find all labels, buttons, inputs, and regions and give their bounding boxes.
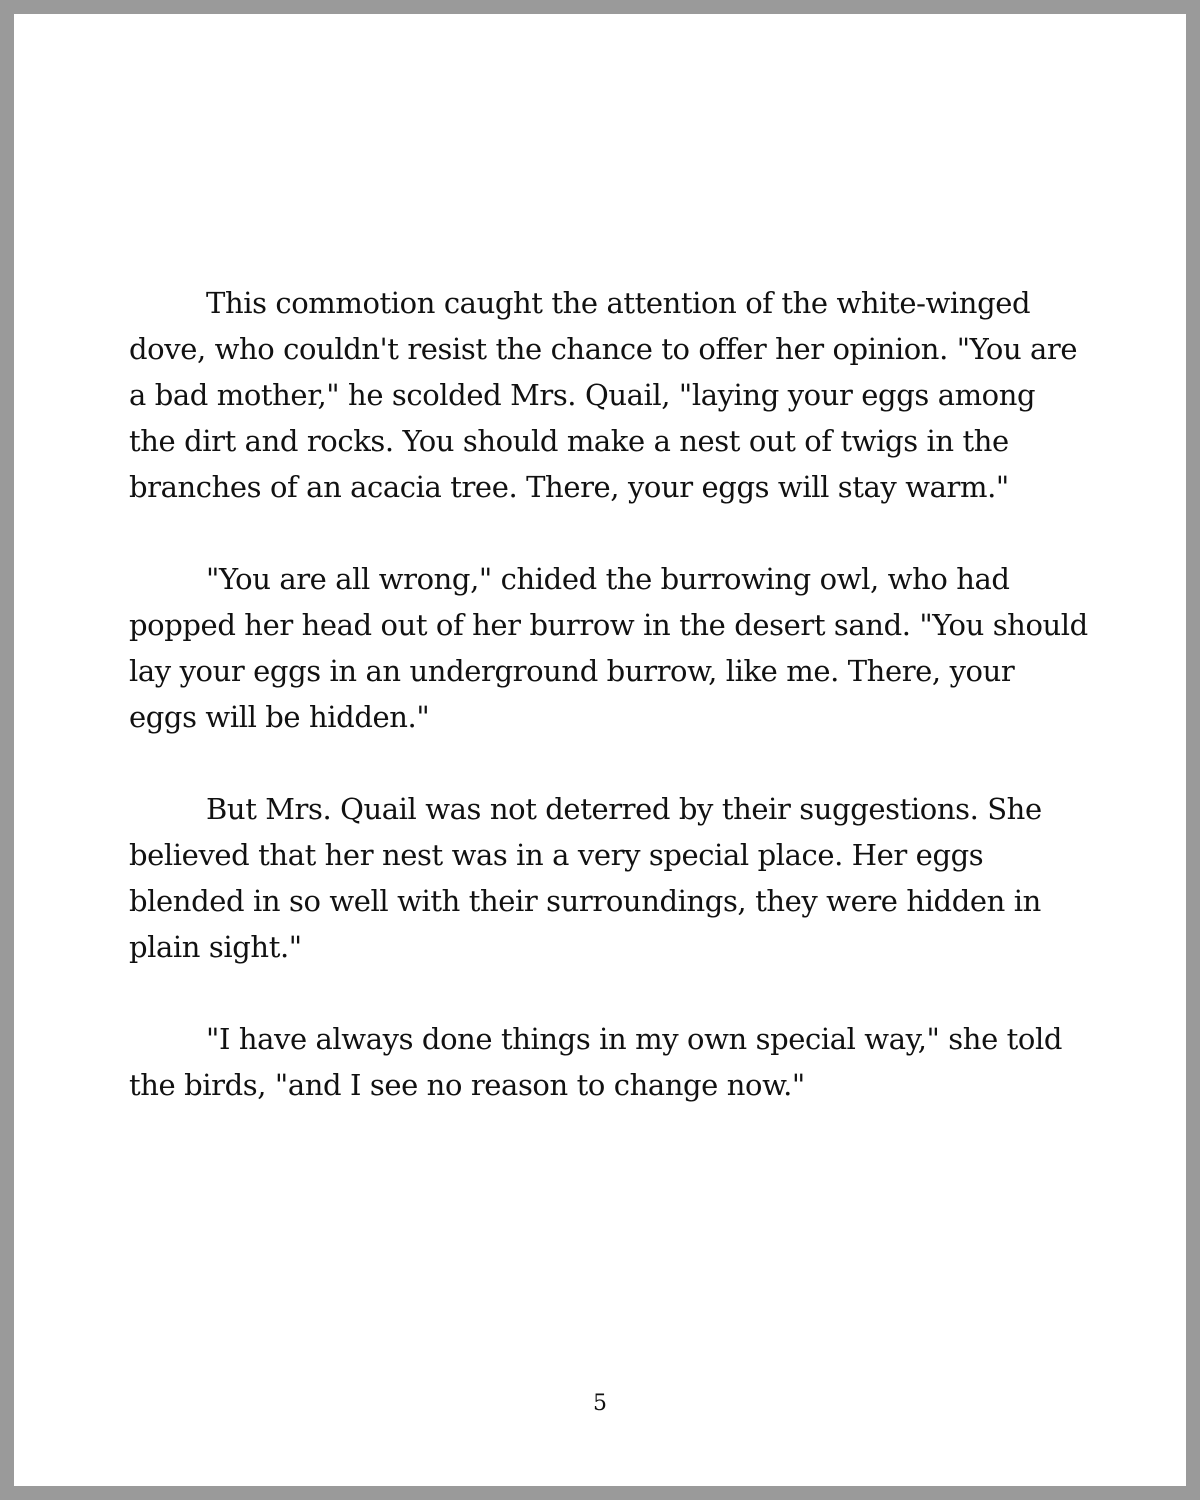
- body-text: [129, 280, 1089, 1154]
- page-number: 5: [593, 1391, 607, 1416]
- paragraph-4: "I have always done things in my own special way," she told the birds, "and I see no reason to change now.": [129, 1022, 1063, 1102]
- document-page: [14, 14, 1186, 1486]
- paragraph-1: This commotion caught the attention of the white-winged dove, who couldn't resist the chance to offer her opinion. "You are a bad mother," he scolded Mrs. Quail, "laying your eggs among the dirt and rocks. You should make a nest out of twigs in the branches of an acacia tree. There, your eggs will stay warm.": [129, 286, 1078, 504]
- paragraph-3: But Mrs. Quail was not deterred by their suggestions. She believed that her nest was in a very special place. Her eggs blended in so well with their surroundings, they were hidden in plain sight.": [129, 792, 1042, 964]
- paragraph-2: "You are all wrong," chided the burrowing owl, who had popped her head out of her burrow in the desert sand. "You should lay your eggs in an underground burrow, like me. There, your eggs will be hidden.": [129, 562, 1088, 734]
